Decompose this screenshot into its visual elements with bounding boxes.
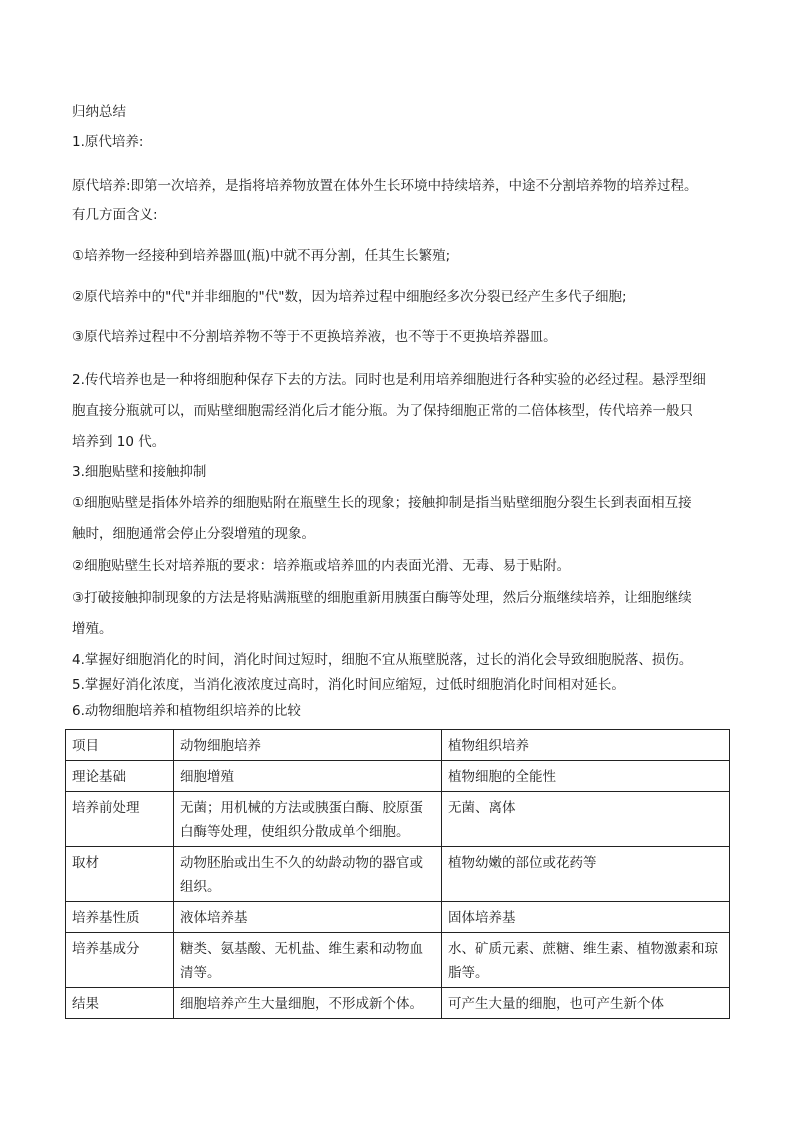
table-cell: 无菌、离体 (442, 792, 730, 847)
section-1-item-2: ②原代培养中的"代"并非细胞的"代"数，因为培养过程中细胞经多次分裂已经产生多代子细胞; (72, 289, 627, 305)
table-cell: 水、矿质元素、蔗糖、维生素、植物激素和琼脂等。 (442, 933, 730, 988)
section-1-item-3: ③原代培养过程中不分割培养物不等于不更换培养液，也不等于不更换培养器皿。 (72, 329, 557, 345)
table-cell: 动物胚胎或出生不久的幼龄动物的器官或组织。 (174, 847, 442, 902)
table-cell: 细胞培养产生大量细胞，不形成新个体。 (174, 988, 442, 1019)
table-cell: 液体培养基 (174, 902, 442, 933)
table-row (66, 792, 730, 847)
table-header-row (66, 730, 730, 761)
table-cell: 细胞增殖 (174, 761, 442, 792)
table-cell: 培养基成分 (66, 933, 174, 988)
section-1-intro: 有几方面含义: (72, 207, 158, 223)
table-cell: 培养基性质 (66, 902, 174, 933)
table-cell: 植物细胞的全能性 (442, 761, 730, 792)
table-cell: 培养前处理 (66, 792, 174, 847)
section-1-item-1: ①培养物一经接种到培养器皿(瓶)中就不再分割，任其生长繁殖; (72, 248, 451, 264)
table-header-cell: 动物细胞培养 (174, 730, 442, 761)
section-5: 5.掌握好消化浓度，当消化液浓度过高时，消化时间应缩短，过低时细胞消化时间相对延长。 (72, 677, 625, 693)
table-row (66, 988, 730, 1019)
section-3-item-1-line-2: 触时，细胞通常会停止分裂增殖的现象。 (72, 526, 315, 542)
section-2-line-3: 培养到 10 代。 (72, 434, 166, 450)
table-cell: 植物幼嫩的部位或花药等 (442, 847, 730, 902)
table-cell: 无菌；用机械的方法或胰蛋白酶、胶原蛋白酶等处理，使组织分散成单个细胞。 (174, 792, 442, 847)
section-6-title: 6.动物细胞培养和植物组织培养的比较 (72, 703, 301, 719)
summary-heading: 归纳总结 (72, 104, 126, 120)
section-2-line-2: 胞直接分瓶就可以，而贴壁细胞需经消化后才能分瓶。为了保持细胞正常的二倍体核型，传代培养一般只 (72, 403, 693, 419)
table-cell: 结果 (66, 988, 174, 1019)
table-row (66, 761, 730, 792)
table-header-cell: 项目 (66, 730, 174, 761)
table-cell: 固体培养基 (442, 902, 730, 933)
table-cell: 理论基础 (66, 761, 174, 792)
section-3-item-2: ②细胞贴壁生长对培养瓶的要求：培养瓶或培养皿的内表面光滑、无毒、易于贴附。 (72, 558, 571, 574)
table-header-cell: 植物组织培养 (442, 730, 730, 761)
section-1-paragraph: 原代培养:即第一次培养，是指将培养物放置在体外生长环境中持续培养，中途不分割培养物的培养过程。 (72, 178, 698, 194)
section-3-title: 3.细胞贴壁和接触抑制 (72, 464, 207, 480)
section-3-item-1-line-1: ①细胞贴壁是指体外培养的细胞贴附在瓶壁生长的现象；接触抑制是指当贴壁细胞分裂生长到表面相互接 (72, 495, 692, 511)
table-cell: 取材 (66, 847, 174, 902)
table-cell: 可产生大量的细胞，也可产生新个体 (442, 988, 730, 1019)
section-1-title: 1.原代培养: (72, 134, 144, 150)
table-row (66, 847, 730, 902)
comparison-table (65, 729, 730, 1019)
table-cell: 糖类、氨基酸、无机盐、维生素和动物血清等。 (174, 933, 442, 988)
section-2-line-1: 2.传代培养也是一种将细胞种保存下去的方法。同时也是利用培养细胞进行各种实验的必经过程。悬浮型细 (72, 372, 706, 388)
section-3-item-3-line-1: ③打破接触抑制现象的方法是将贴满瓶壁的细胞重新用胰蛋白酶等处理，然后分瓶继续培养，让细胞继续 (72, 590, 692, 606)
table-row (66, 933, 730, 988)
section-4: 4.掌握好细胞消化的时间，消化时间过短时，细胞不宜从瓶壁脱落，过长的消化会导致细胞脱落、损伤。 (72, 652, 693, 668)
table-row (66, 902, 730, 933)
section-3-item-3-line-2: 增殖。 (72, 621, 113, 637)
